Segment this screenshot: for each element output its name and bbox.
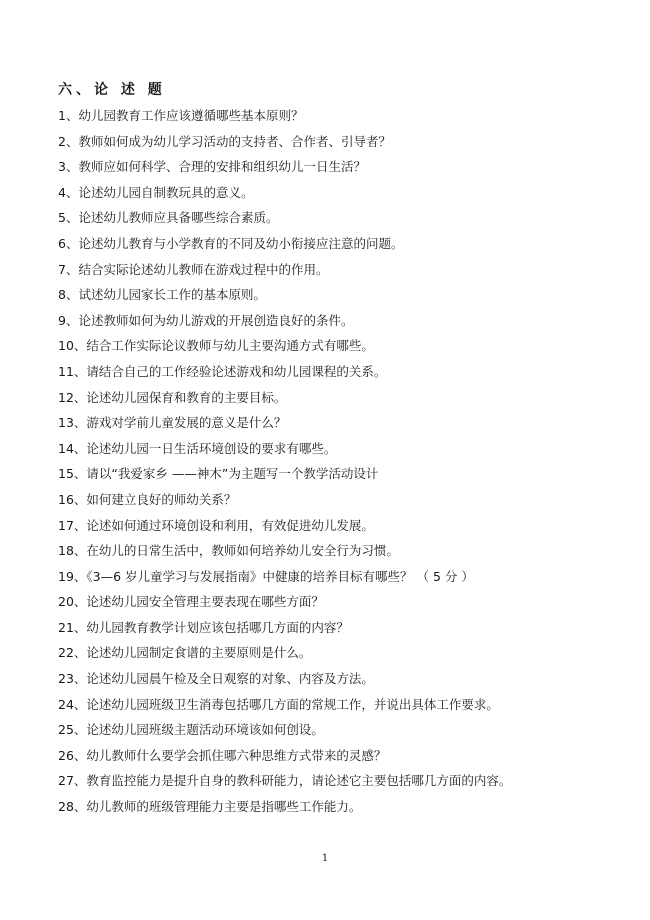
question-text: 、在幼儿的日常生活中，教师如何培养幼儿安全行为习惯。 bbox=[73, 543, 399, 559]
question-item bbox=[58, 103, 618, 129]
question-text: 、《3—6 岁儿童学习与发展指南》中健康的培养目标有哪些？ （ 5 分 ） bbox=[73, 568, 474, 584]
question-item bbox=[58, 640, 618, 666]
question-text: 、教育监控能力是提升自身的教科研能力，请论述它主要包括哪几方面的内容。 bbox=[73, 773, 512, 789]
question-item bbox=[58, 308, 618, 334]
question-item bbox=[58, 487, 618, 513]
question-text: 、请结合自己的工作经验论述游戏和幼儿园课程的关系。 bbox=[73, 363, 387, 379]
question-number: 10 bbox=[58, 338, 74, 354]
question-number: 24 bbox=[58, 696, 74, 712]
page-number: 1 bbox=[321, 853, 329, 864]
question-number: 14 bbox=[58, 440, 74, 456]
section-title: 六、论 述 题 bbox=[58, 82, 166, 98]
question-item bbox=[58, 717, 618, 743]
question-item bbox=[58, 410, 618, 436]
question-item bbox=[58, 461, 618, 487]
question-item bbox=[58, 257, 618, 283]
question-text: 、幼儿教师的班级管理能力主要是指哪些工作能力。 bbox=[73, 799, 362, 815]
question-text: 、幼儿园教育工作应该遵循哪些基本原则？ bbox=[65, 108, 304, 123]
question-number: 28 bbox=[58, 799, 74, 815]
question-text: 、论述幼儿园班级卫生消毒包括哪几方面的常规工作，并说出具体工作要求。 bbox=[73, 696, 499, 712]
question-text: 、论述幼儿园晨午检及全日观察的对象、内容及方法。 bbox=[73, 671, 374, 687]
question-item bbox=[58, 436, 618, 462]
question-number: 7 bbox=[58, 261, 66, 277]
question-text: 、幼儿教师什么要学会抓住哪六种思维方式带来的灵感？ bbox=[73, 747, 387, 763]
question-number: 16 bbox=[58, 491, 74, 507]
question-text: 、论述幼儿园保育和教育的主要目标。 bbox=[73, 389, 287, 405]
question-text: 、论述教师如何为幼儿游戏的开展创造良好的条件。 bbox=[65, 312, 354, 328]
question-number: 9 bbox=[58, 312, 66, 328]
question-text: 、论述如何通过环境创设和利用，有效促进幼儿发展。 bbox=[73, 517, 374, 533]
question-item bbox=[58, 615, 618, 641]
question-text: 、教师如何成为幼儿学习活动的支持者、合作者、引导者？ bbox=[65, 133, 391, 149]
question-item bbox=[58, 282, 618, 308]
question-text: 、结合实际论述幼儿教师在游戏过程中的作用。 bbox=[65, 261, 329, 277]
question-number: 25 bbox=[58, 722, 74, 738]
question-item bbox=[58, 180, 618, 206]
question-number: 6 bbox=[58, 235, 66, 251]
question-text: 、论述幼儿园自制教玩具的意义。 bbox=[65, 184, 254, 200]
question-item bbox=[58, 743, 618, 769]
question-text: 、论述幼儿教育与小学教育的不同及幼小衔接应注意的问题。 bbox=[65, 235, 404, 251]
question-text: 、论述幼儿园制定食谱的主要原则是什么。 bbox=[73, 645, 312, 661]
question-text: 、论述幼儿园安全管理主要表现在哪些方面？ bbox=[73, 594, 324, 610]
question-number: 20 bbox=[58, 594, 74, 610]
question-item bbox=[58, 385, 618, 411]
question-text: 、论述幼儿园班级主题活动环境该如何创设。 bbox=[73, 722, 324, 738]
question-text: 、幼儿园教育教学计划应该包括哪几方面的内容？ bbox=[73, 619, 349, 635]
question-number: 12 bbox=[58, 389, 74, 405]
question-number: 8 bbox=[58, 287, 66, 303]
question-number: 23 bbox=[58, 671, 74, 687]
question-number: 18 bbox=[58, 543, 74, 559]
question-item bbox=[58, 129, 618, 155]
question-text: 、请以“我爱家乡 ——神木”为主题写一个教学活动设计 bbox=[73, 466, 379, 482]
question-number: 5 bbox=[58, 210, 66, 226]
question-item bbox=[58, 359, 618, 385]
question-text: 、如何建立良好的师幼关系？ bbox=[73, 491, 237, 507]
question-text: 、试述幼儿园家长工作的基本原则。 bbox=[65, 287, 266, 303]
question-item bbox=[58, 768, 618, 794]
question-number: 21 bbox=[58, 619, 74, 635]
question-item bbox=[58, 333, 618, 359]
question-item bbox=[58, 692, 618, 718]
question-list bbox=[58, 103, 618, 820]
question-text: 、论述幼儿园一日生活环境创设的要求有哪些。 bbox=[73, 440, 337, 456]
question-text: 、游戏对学前儿童发展的意义是什么？ bbox=[73, 415, 287, 431]
question-number: 15 bbox=[58, 466, 74, 482]
question-number: 2 bbox=[58, 133, 66, 149]
question-number: 17 bbox=[58, 517, 74, 533]
question-number: 22 bbox=[58, 645, 74, 661]
question-number: 11 bbox=[58, 363, 74, 379]
question-text: 、结合工作实际论议教师与幼儿主要沟通方式有哪些。 bbox=[73, 338, 374, 354]
question-item bbox=[58, 564, 618, 590]
question-item bbox=[58, 205, 618, 231]
question-item bbox=[58, 154, 618, 180]
question-item bbox=[58, 513, 618, 539]
question-item bbox=[58, 666, 618, 692]
question-item bbox=[58, 538, 618, 564]
question-item bbox=[58, 589, 618, 615]
question-item bbox=[58, 794, 618, 820]
question-text: 、论述幼儿教师应具备哪些综合素质。 bbox=[65, 210, 279, 226]
question-number: 27 bbox=[58, 773, 74, 789]
question-number: 19 bbox=[58, 568, 74, 584]
question-number: 3 bbox=[58, 159, 66, 175]
question-number: 1 bbox=[58, 108, 66, 123]
question-number: 26 bbox=[58, 747, 74, 763]
question-number: 13 bbox=[58, 415, 74, 431]
question-item bbox=[58, 231, 618, 257]
question-text: 、教师应如何科学、合理的安排和组织幼儿一日生活？ bbox=[65, 159, 366, 175]
question-number: 4 bbox=[58, 184, 66, 200]
